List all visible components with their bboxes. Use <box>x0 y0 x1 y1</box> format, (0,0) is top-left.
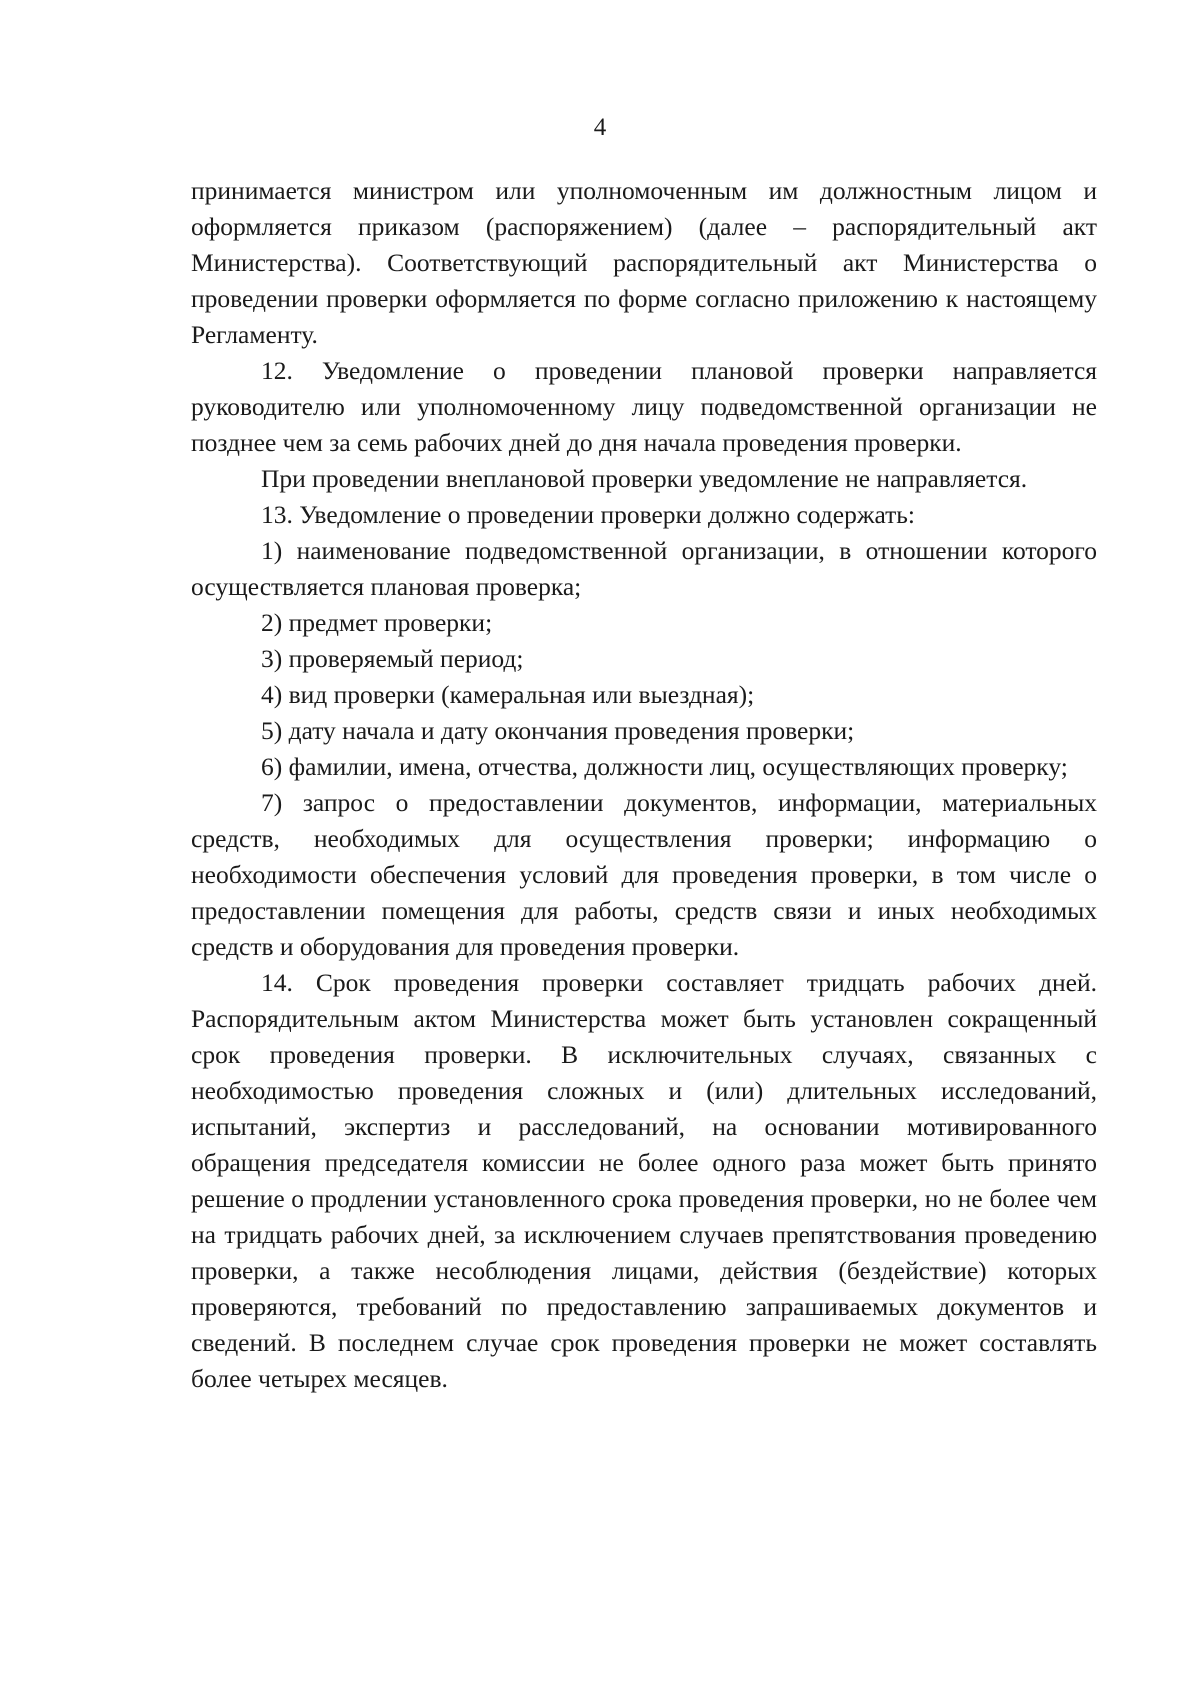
list-item-4: 4) вид проверки (камеральная или выездная); <box>261 680 755 709</box>
list-item-6: 6) фамилии, имена, отчества, должности лиц, осуществляющих проверку; <box>261 752 1068 781</box>
list-item-1: 1) наименование подведомственной организации, в отношении которого осуществляется плановая проверка; <box>191 536 1097 601</box>
list-item-5: 5) дату начала и дату окончания проведения проверки; <box>261 716 855 745</box>
page-number: 4 <box>593 114 607 141</box>
list-item-2: 2) предмет проверки; <box>261 608 493 637</box>
list-item-7: 7) запрос о предоставлении документов, информации, материальных средств, необходимых для осуществления проверки; информацию о необходимости обеспечения условий для проведения проверки, в том числе о предоставлении помещения для работы, средств связи и иных необходимых средств и оборудования для проведения проверки. <box>191 788 1097 961</box>
paragraph-continuation: принимается министром или уполномоченным им должностным лицом и оформляется приказом (распоряжением) (далее – распорядительный акт Министерства). Соответствующий распорядительный акт Министерства о проведении проверки оформляется по форме согласно приложению к настоящему Регламенту. <box>191 176 1097 349</box>
document-body <box>191 173 1097 1397</box>
paragraph-item-12: 12. Уведомление о проведении плановой проверки направляется руководителю или уполномоченному лицу подведомственной организации не позднее чем за семь рабочих дней до дня начала проведения проверки. <box>191 356 1097 457</box>
paragraph-unscheduled-check: При проведении внеплановой проверки уведомление не направляется. <box>261 464 1028 493</box>
list-item-3: 3) проверяемый период; <box>261 644 524 673</box>
paragraph-item-14: 14. Срок проведения проверки составляет тридцать рабочих дней. Распорядительным актом Министерства может быть установлен сокращенный срок проведения проверки. В исключительных случаях, связанных с необходимостью проведения сложных и (или) длительных исследований, испытаний, экспертиз и расследований, на основании мотивированного обращения председателя комиссии не более одного раза может быть принято решение о продлении установленного срока проведения проверки, но не более чем на тридцать рабочих дней, за исключением случаев препятствования проведению проверки, а также несоблюдения лицами, действия (бездействие) которых проверяются, требований по предоставлению запрашиваемых документов и сведений. В последнем случае срок проведения проверки не может составлять более четырех месяцев. <box>191 968 1097 1393</box>
paragraph-item-13: 13. Уведомление о проведении проверки должно содержать: <box>261 500 915 529</box>
